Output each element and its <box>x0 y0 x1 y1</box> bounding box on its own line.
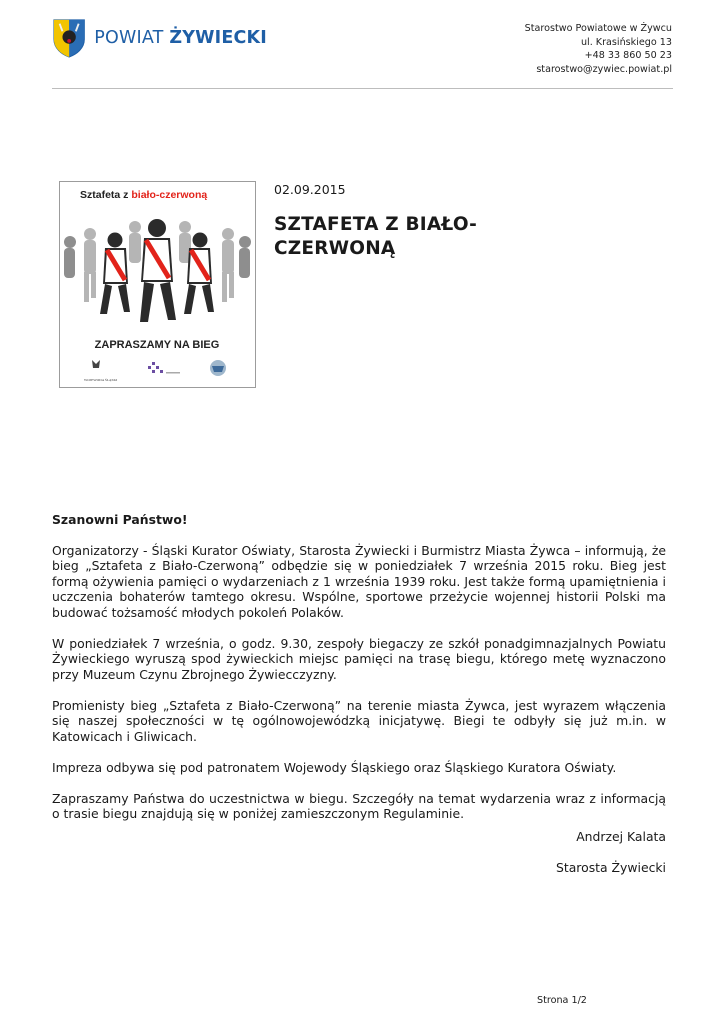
poster-tagline: ZAPRASZAMY NA BIEG <box>94 339 220 351</box>
article-title: SZTAFETA Z BIAŁO-CZERWONĄ <box>274 214 477 259</box>
paragraph: W poniedziałek 7 września, o godz. 9.30, zespoły biegaczy ze szkół ponadgimnazjalnych Powiatu Żywieckiego wyruszą spod żywieckich miejsc pamięci na trasę biegu, którego metę wyznaczono przy Muzeum Czynu Zbrojnego Żywiecczyzny. <box>52 635 666 682</box>
powiat-logo <box>52 17 267 59</box>
office-name: Starostwo Powiatowe w Żywcu <box>524 23 672 34</box>
article-date: 02.09.2015 <box>274 182 346 197</box>
logo-text: POWIAT ŻYWIECKI <box>94 28 267 48</box>
paragraph: Impreza odbywa się pod patronatem Wojewody Śląskiego oraz Śląskiego Kuratora Oświaty. <box>52 759 617 775</box>
office-address: ul. Krasińskiego 13 <box>580 36 672 48</box>
greeting: Szanowni Państwo! <box>52 512 188 527</box>
paragraph: Promienisty bieg „Sztafeta z Biało-Czerwoną” na terenie miasta Żywca, jest wyrazem włączenia się naszej społeczności w tę ogólnowojewódzką inicjatywę. Biegi te odbyły się już m.in. w Katowicach i Gliwicach. <box>52 697 666 744</box>
signature-block <box>556 829 666 891</box>
event-poster <box>59 181 256 388</box>
contact-block <box>525 22 672 76</box>
coat-of-arms-icon <box>52 17 86 59</box>
office-email[interactable]: starostwo@zywiec.powiat.pl <box>536 63 672 75</box>
paragraph: Organizatorzy - Śląski Kurator Oświaty, Starosta Żywiecki i Burmistrz Miasta Żywca – informują, że bieg „Sztafeta z Biało-Czerwoną” odbędzie się w poniedziałek 7 września 2015 roku. Bieg jest formą ożywienia pamięci o wydarzeniach z 1 września 1939 roku. Jest także formą upamiętnienia i uczczenia bohaterów tamtego okresu. Wspólne, sportowe przeżycie wojennej historii Polski ma budować tożsamość młodych pokoleń Polaków. <box>52 542 666 620</box>
sponsor-caption: WOJEWODA ŚLĄSKI <box>84 378 118 382</box>
header-divider <box>52 88 673 89</box>
signature-name: Andrzej Kalata <box>576 829 666 844</box>
svg-text:Sztafeta z biało-czerwoną: Sztafeta z biało-czerwoną <box>80 189 208 201</box>
paragraph: Zapraszamy Państwa do uczestnictwa w biegu. Szczegóły na temat wydarzenia wraz z informacją o trasie biegu znajdują się w poniżej zamieszczonym Regulaminie. <box>52 790 666 821</box>
poster-graphic <box>60 182 255 387</box>
article-body <box>52 512 666 837</box>
signature-role: Starosta Żywiecki <box>555 860 666 875</box>
office-phone: +48 33 860 50 23 <box>584 50 672 62</box>
page-number: Strona 1/2 <box>537 995 587 1006</box>
